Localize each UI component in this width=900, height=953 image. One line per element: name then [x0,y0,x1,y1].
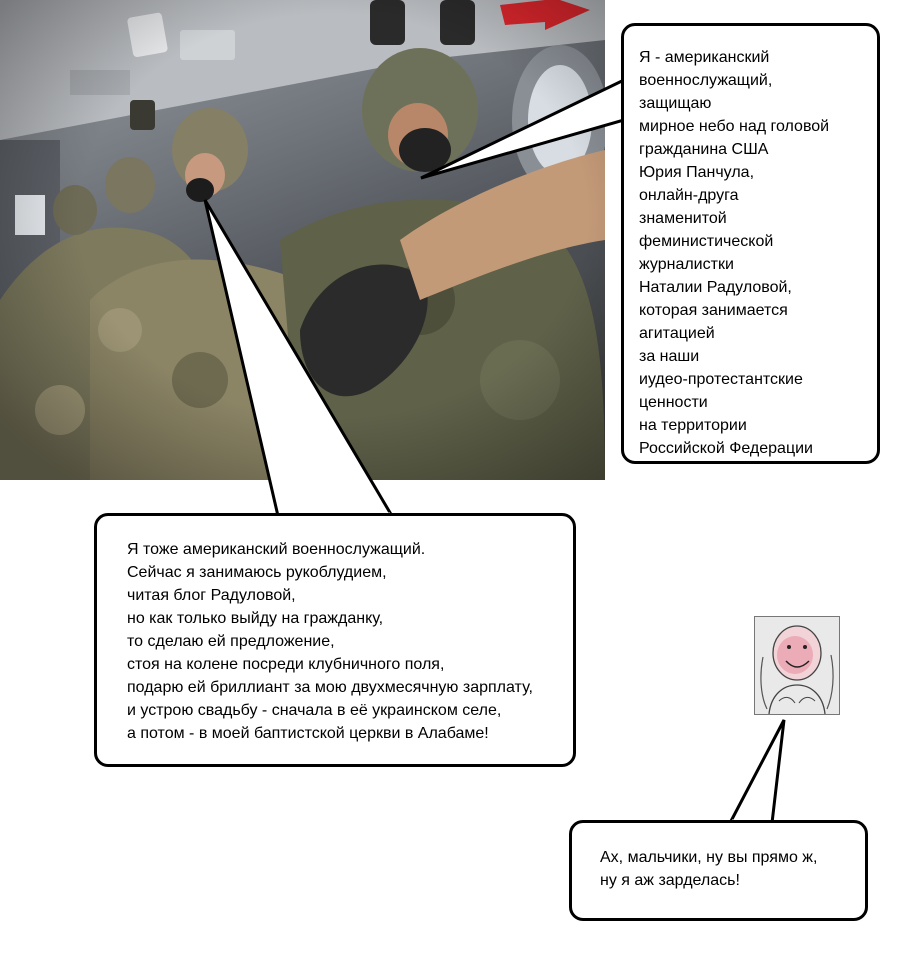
bubble-line: стоя на колене посреди клубничного поля, [127,656,445,673]
soldiers-in-aircraft-photo-icon [0,0,605,480]
bubble-line: Российской Федерации [639,440,813,457]
bubble-line: Ах, мальчики, ну вы прямо ж, [600,849,818,866]
bubble-line: феминистической [639,233,774,250]
bubble-line: агитацией [639,325,715,342]
speech-bubble-soldier-right [621,23,880,464]
bubble-line: читая блог Радуловой, [127,587,296,604]
bubble-line: и устрою свадьбу - сначала в её украинском селе, [127,702,502,719]
bubble-line: мирное небо над головой [639,118,830,135]
bubble-line: подарю ей бриллиант за мою двухмесячную зарплату, [127,679,533,696]
bubble-line: журналистки [639,256,734,273]
bubble-line: ценности [639,394,708,411]
soldiers-photo [0,0,605,480]
bubble-line: иудео-протестантские [639,371,803,388]
avatar [754,616,840,715]
bubble-line: а потом - в моей баптистской церкви в Алабаме! [127,725,489,742]
bubble-line: Наталии Радуловой, [639,279,792,296]
bubble-line: Юрия Панчула, [639,164,755,181]
bubble-line: на территории [639,417,747,434]
bubble-line: онлайн-друга [639,187,739,204]
speech-bubble-soldier-center [94,513,576,767]
bubble-line: то сделаю ей предложение, [127,633,335,650]
bubble-line: которая занимается [639,302,788,319]
bubble-line: Я - американский [639,49,770,66]
bubble-line: но как только выйду на гражданку, [127,610,384,627]
bubble-line: за наши [639,348,700,365]
bubble-line: военнослужащий, [639,72,773,89]
bubble-line: ну я аж зарделась! [600,872,740,889]
bubble-line: знаменитой [639,210,727,227]
bubble-line: гражданина США [639,141,769,158]
bubble-line: Я тоже американский военнослужащий. [127,541,426,558]
blushing-face-drawing-icon [755,617,839,714]
bubble-line: Сейчас я занимаюсь рукоблудием, [127,564,387,581]
bubble-line: защищаю [639,95,712,112]
speech-bubble-avatar [569,820,868,921]
